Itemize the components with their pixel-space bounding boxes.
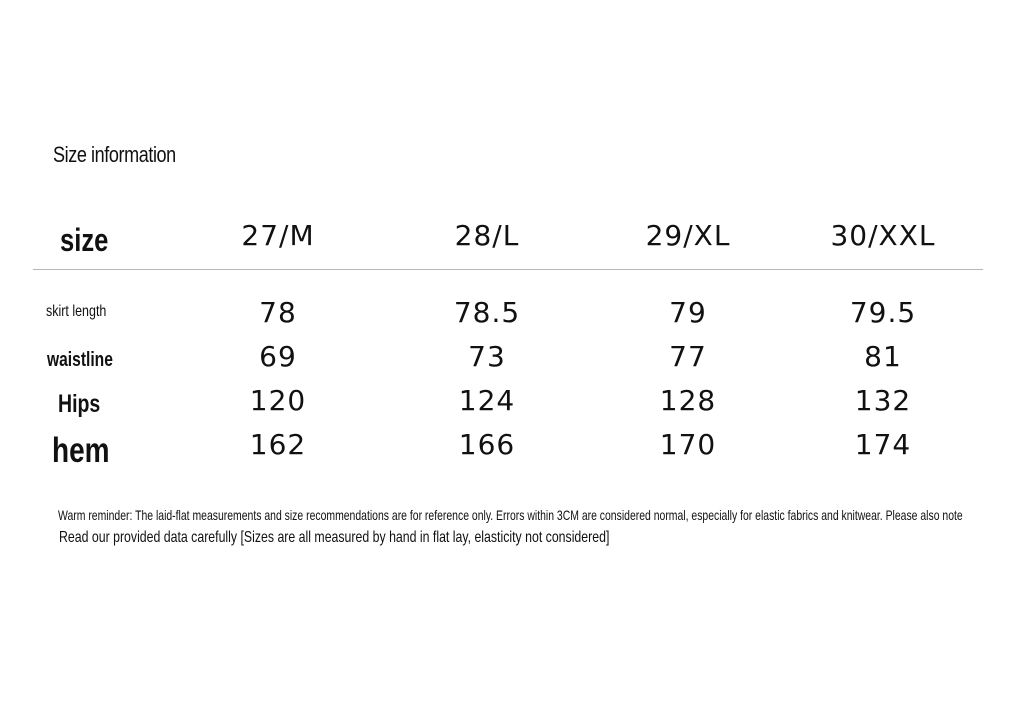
skirt-length-value: 79.5 (849, 296, 917, 329)
hem-value: 174 (854, 428, 912, 461)
warm-reminder-note: Warm reminder: The laid-flat measurements and size recommendations are for reference only. Errors within 3CM are considered normal, especially for elastic fabrics and knitwear. Please also note (58, 507, 963, 523)
size-header: 27/M (241, 219, 315, 252)
hips-value: 124 (458, 384, 516, 417)
row-label-hem: hem (52, 431, 110, 470)
page-title: Size information (53, 142, 176, 167)
row-label-skirt-length: skirt length (46, 303, 107, 320)
row-label-hips: Hips (58, 390, 101, 418)
hips-value: 128 (659, 384, 717, 417)
hem-value: 166 (458, 428, 516, 461)
skirt-length-value: 79 (669, 296, 707, 329)
size-header: 29/XL (645, 219, 731, 252)
measurement-note: Read our provided data carefully [Sizes are all measured by hand in flat lay, elasticity not considered] (59, 529, 610, 546)
hips-value: 132 (854, 384, 912, 417)
row-label-size: size (60, 222, 109, 258)
skirt-length-value: 78 (259, 296, 297, 329)
size-header: 30/XXL (830, 219, 936, 252)
hem-value: 170 (659, 428, 717, 461)
waistline-value: 69 (259, 340, 297, 373)
waistline-value: 73 (468, 340, 506, 373)
size-header: 28/L (454, 219, 520, 252)
row-label-waistline: waistline (47, 349, 113, 371)
hips-value: 120 (249, 384, 307, 417)
waistline-value: 81 (864, 340, 902, 373)
hem-value: 162 (249, 428, 307, 461)
skirt-length-value: 78.5 (453, 296, 521, 329)
waistline-value: 77 (669, 340, 707, 373)
header-divider (33, 269, 983, 270)
